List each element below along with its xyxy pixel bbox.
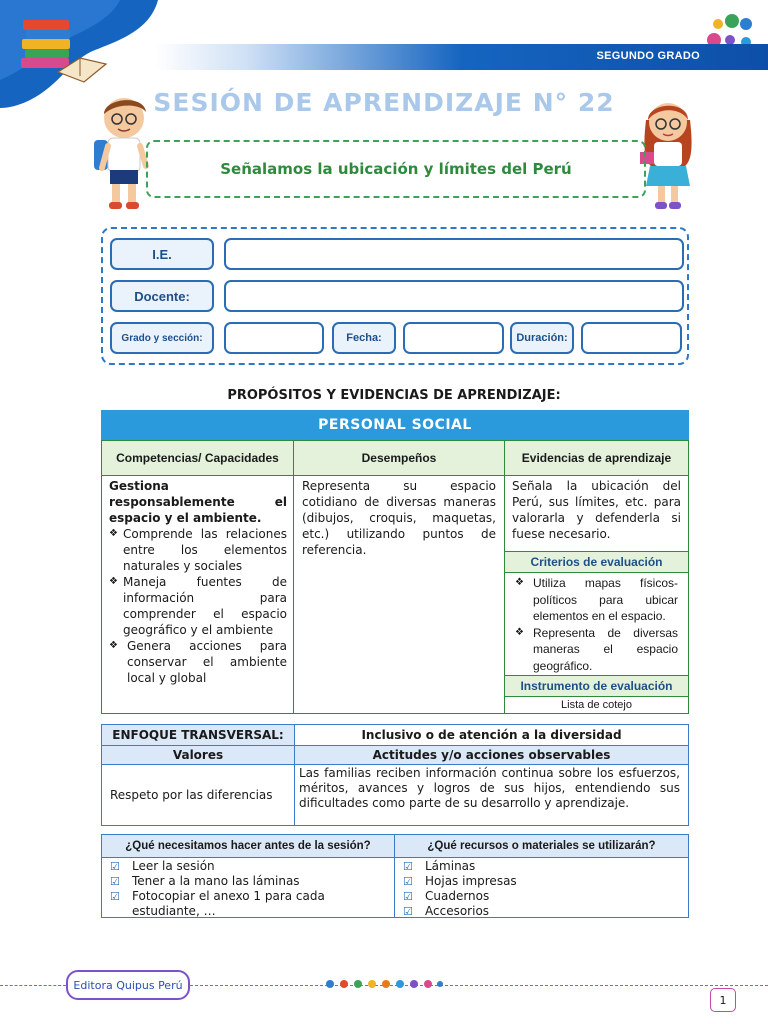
footer-divider-right	[190, 985, 768, 986]
grade-label: SEGUNDO GRADO	[596, 50, 700, 62]
valor-cell: Respeto por las diferencias	[101, 764, 295, 826]
capacidad-item: ❖ Genera acciones para conservar el ambiente local y global	[109, 638, 287, 686]
enfoque-name: Inclusivo o de atención a la diversidad	[294, 724, 689, 746]
checkbox-icon: ☑	[403, 890, 413, 903]
publisher-badge: Editora Quipus Perú	[66, 970, 190, 1000]
books-icon	[18, 12, 108, 87]
duracion-label: Duración:	[510, 322, 574, 354]
ie-field[interactable]	[224, 238, 684, 270]
capacidad-item: ❖ Maneja fuentes de información para comprender el espacio geográfico y el ambiente	[109, 574, 287, 638]
competencias-cell	[101, 475, 294, 714]
evidencia-text: Señala la ubicación del Perú, sus límites, etc. para valorarla y defenderla si fuese necesario.	[512, 479, 681, 541]
checkbox-icon: ☑	[403, 905, 413, 918]
session-title: SESIÓN DE APRENDIZAJE N° 22	[153, 88, 615, 117]
criterios-cell	[504, 572, 689, 676]
grado-seccion-label: Grado y sección:	[110, 322, 214, 354]
footer-quipu-icons	[322, 975, 444, 995]
list-item: ☑ Hojas impresas	[403, 874, 517, 888]
actitud-cell: Las familias reciben información continua sobre los esfuerzos, méritos, avances y logros de sus hijos, entendiendo sus dificultades como parte de su desarrollo y aprendizaje.	[294, 764, 689, 826]
section-heading: PROPÓSITOS Y EVIDENCIAS DE APRENDIZAJE:	[227, 388, 561, 403]
area-header: PERSONAL SOCIAL	[101, 410, 689, 440]
antes-list	[101, 857, 395, 918]
instrumento-header: Instrumento de evaluación	[504, 675, 689, 697]
criterios-header: Criterios de evaluación	[504, 551, 689, 573]
list-item: ☑ Cuadernos	[403, 889, 490, 903]
competencia-text: Gestiona responsablemente el espacio y el ambiente.	[109, 479, 287, 525]
enfoque-label: ENFOQUE TRANSVERSAL:	[101, 724, 295, 746]
list-item: ☑ Láminas	[403, 859, 476, 873]
recursos-header: ¿Qué recursos o materiales se utilizarán?	[394, 834, 689, 858]
footer-divider-left	[0, 985, 66, 986]
page-number: 1	[710, 988, 736, 1012]
instrumento-cell: Lista de cotejo	[504, 696, 689, 714]
checkbox-icon: ☑	[403, 860, 413, 873]
checkbox-icon: ☑	[110, 875, 120, 888]
list-item: ☑ Tener a la mano las láminas	[110, 874, 300, 888]
checkbox-icon: ☑	[110, 860, 120, 873]
session-subtitle-box	[146, 140, 646, 198]
desempenos-cell	[293, 475, 505, 714]
docente-label: Docente:	[110, 280, 214, 312]
evidencias-cell	[504, 475, 689, 552]
capacidad-item: ❖ Comprende las relaciones entre los elementos naturales y sociales	[109, 526, 287, 574]
session-data-form	[101, 227, 689, 365]
competencias-header: Competencias/ Capacidades	[101, 440, 294, 476]
checkbox-icon: ☑	[403, 875, 413, 888]
recursos-list	[394, 857, 689, 918]
grado-seccion-field[interactable]	[224, 322, 324, 354]
list-item: ☑ Accesorios	[403, 904, 490, 918]
valores-header: Valores	[101, 745, 295, 765]
duracion-field[interactable]	[581, 322, 682, 354]
actitudes-header: Actitudes y/o acciones observables	[294, 745, 689, 765]
evidencias-header: Evidencias de aprendizaje	[504, 440, 689, 476]
fecha-field[interactable]	[403, 322, 504, 354]
criterio-item: ❖ Utiliza mapas físicos-políticos para ubicar elementos en el espacio.	[515, 575, 678, 625]
list-item: ☑ Fotocopiar el anexo 1 para cada estudiante, …	[110, 889, 325, 918]
criterio-item: ❖ Representa de diversas maneras el espacio geográfico.	[515, 625, 678, 675]
list-item: ☑ Leer la sesión	[110, 859, 215, 873]
session-subtitle: Señalamos la ubicación y límites del Perú	[220, 160, 572, 178]
antes-header: ¿Qué necesitamos hacer antes de la sesión?	[101, 834, 395, 858]
desempeno-text: Representa su espacio cotidiano de diversas maneras (dibujos, croquis, maquetas, etc.) utilizando puntos de referencia.	[302, 479, 496, 557]
ie-label: I.E.	[110, 238, 214, 270]
checkbox-icon: ☑	[110, 890, 120, 903]
docente-field[interactable]	[224, 280, 684, 312]
fecha-label: Fecha:	[332, 322, 396, 354]
desempenos-header: Desempeños	[293, 440, 505, 476]
